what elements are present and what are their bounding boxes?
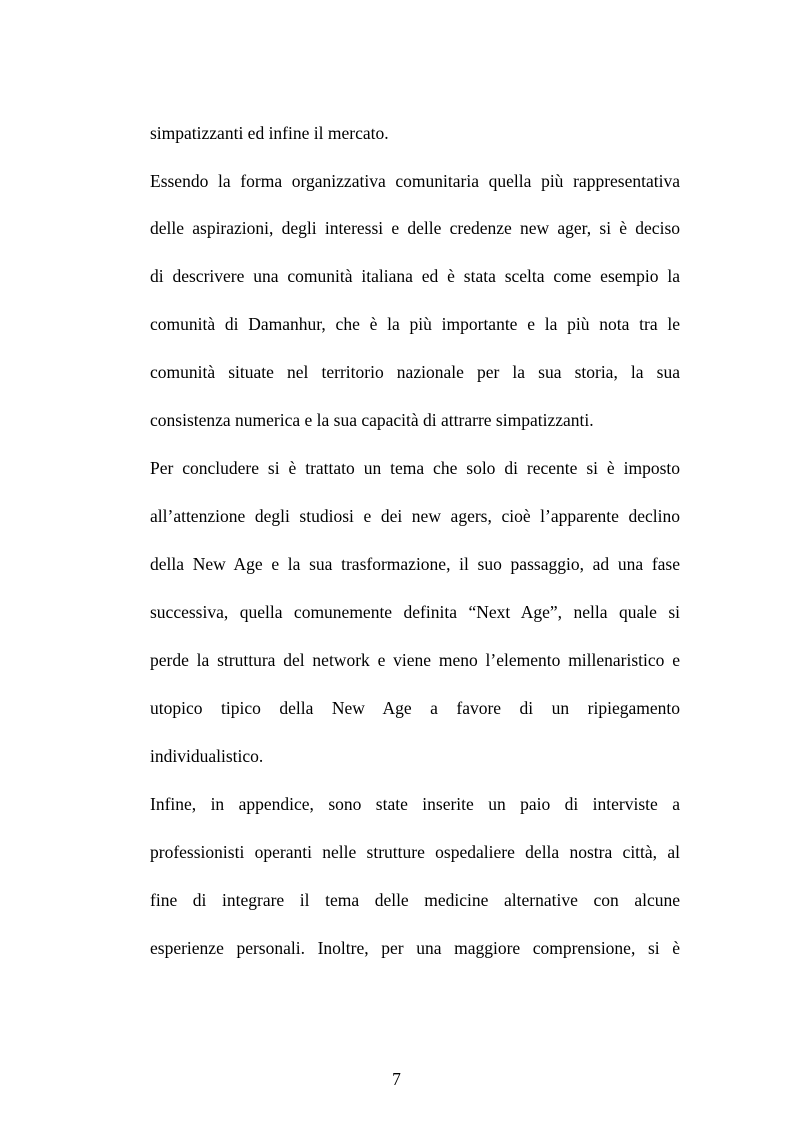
text-line: della New Age e la sua trasformazione, il suo passaggio, ad una fase	[150, 554, 680, 574]
text-line: individualistico.	[150, 746, 264, 766]
text-line: all’attenzione degli studiosi e dei new agers, cioè l’apparente declino	[150, 506, 680, 526]
text-line: Per concludere si è trattato un tema che solo di recente si è imposto	[150, 458, 680, 478]
text-line: successiva, quella comunemente definita “Next Age”, nella quale si	[150, 602, 680, 622]
text-line: perde la struttura del network e viene meno l’elemento millenaristico e	[150, 650, 680, 670]
text-line: utopico tipico della New Age a favore di un ripiegamento	[150, 698, 680, 718]
text-line: Essendo la forma organizzativa comunitaria quella più rappresentativa	[150, 171, 680, 191]
text-line: esperienze personali. Inoltre, per una maggiore comprensione, si è	[150, 938, 680, 958]
text-line: delle aspirazioni, degli interessi e delle credenze new ager, si è deciso	[150, 218, 680, 238]
text-line: professionisti operanti nelle strutture ospedaliere della nostra città, al	[150, 842, 680, 862]
text-line: consistenza numerica e la sua capacità di attrarre simpatizzanti.	[150, 410, 594, 430]
page-number: 7	[392, 1069, 401, 1089]
text-line: comunità situate nel territorio nazionale per la sua storia, la sua	[150, 362, 680, 382]
text-line: Infine, in appendice, sono state inserite un paio di interviste a	[150, 794, 680, 814]
text-line: di descrivere una comunità italiana ed è stata scelta come esempio la	[150, 266, 680, 286]
text-line: simpatizzanti ed infine il mercato.	[150, 123, 389, 143]
text-line: fine di integrare il tema delle medicine alternative con alcune	[150, 890, 680, 910]
text-line: comunità di Damanhur, che è la più importante e la più nota tra le	[150, 314, 680, 334]
